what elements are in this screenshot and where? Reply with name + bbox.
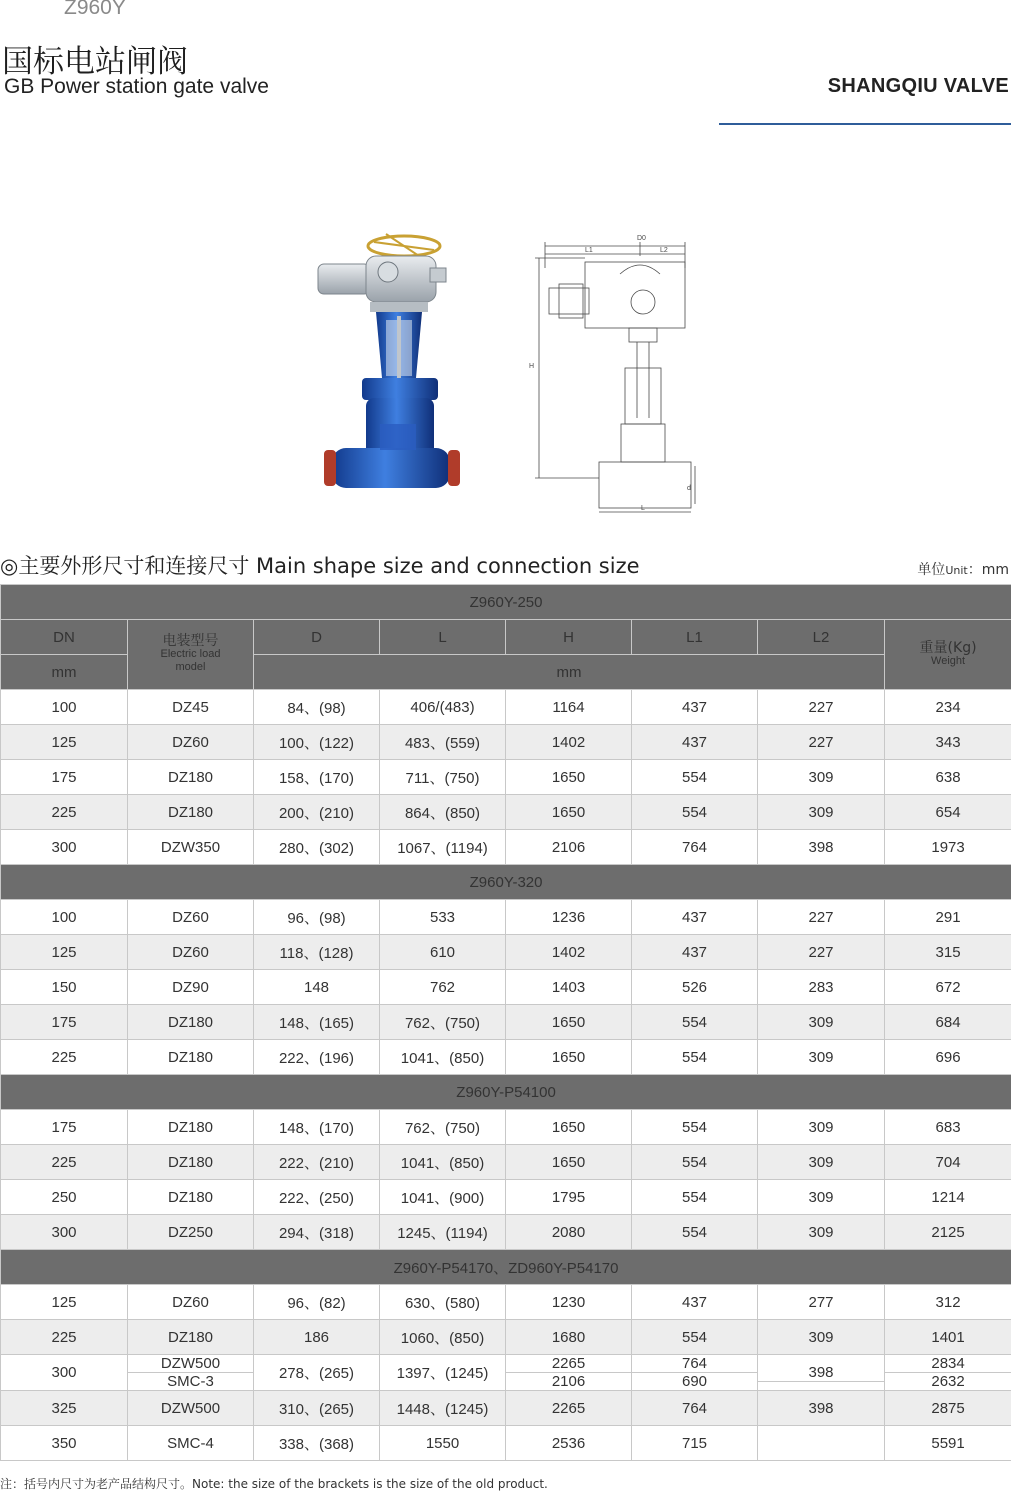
table-row	[1, 795, 1011, 830]
cell-model: DZ180	[128, 1040, 254, 1075]
cell-l1: 437	[632, 935, 758, 970]
dim-label-d: d	[687, 485, 691, 492]
cell-weight: 2125	[885, 1215, 1011, 1250]
cell-weight: 1973	[885, 830, 1011, 865]
group-header-row	[1, 585, 1011, 620]
cell-l1: 437	[632, 725, 758, 760]
table-row	[1, 1285, 1011, 1320]
cell-dn: 225	[1, 1320, 128, 1355]
cell-d: 186	[254, 1320, 380, 1355]
cell-l: 610	[380, 935, 506, 970]
cell-d: 200、(210)	[254, 795, 380, 830]
group-title: Z960Y-P54100	[1, 1075, 1011, 1110]
cell-d: 84、(98)	[254, 690, 380, 725]
cell-l: 1041、(850)	[380, 1145, 506, 1180]
cell-l: 1067、(1194)	[380, 830, 506, 865]
table-row	[1, 1426, 1011, 1461]
cell-model: SMC-4	[128, 1426, 254, 1461]
cell-h-b: 2106	[506, 1372, 631, 1390]
cell-model: DZ180	[128, 1005, 254, 1040]
cell-model-a: DZW500	[128, 1355, 253, 1372]
cell-h: 2536	[506, 1426, 632, 1461]
cell-d: 148、(170)	[254, 1110, 380, 1145]
cell-l1: 715	[632, 1426, 758, 1461]
table-row	[1, 830, 1011, 865]
cell-l1: 437	[632, 690, 758, 725]
cell-model: DZ180	[128, 1180, 254, 1215]
cell-l: 711、(750)	[380, 760, 506, 795]
cell-l2: 309	[758, 1005, 885, 1040]
col-weight-cn: 重量(Kg)	[885, 642, 1011, 655]
cell-weight: 683	[885, 1110, 1011, 1145]
cell-weight: 672	[885, 970, 1011, 1005]
group-header-row	[1, 1250, 1011, 1285]
cell-l1: 554	[632, 1145, 758, 1180]
col-h: H	[506, 620, 632, 655]
table-row	[1, 1005, 1011, 1040]
cell-h: 2080	[506, 1215, 632, 1250]
cell-dn: 175	[1, 1005, 128, 1040]
cell-model: DZ60	[128, 900, 254, 935]
section-title: ◎主要外形尺寸和连接尺寸 Main shape size and connection size	[0, 550, 640, 580]
cell-model: DZ60	[128, 935, 254, 970]
brand-underline	[719, 123, 1011, 125]
cell-dn: 325	[1, 1391, 128, 1426]
cell-l: 533	[380, 900, 506, 935]
cell-l1-b: 690	[632, 1372, 757, 1390]
unit-cn: 单位	[917, 562, 945, 578]
cell-h: 1650	[506, 1005, 632, 1040]
cell-l: 762	[380, 970, 506, 1005]
cell-weight: 343	[885, 725, 1011, 760]
cell-l: 630、(580)	[380, 1285, 506, 1320]
cell-weight: 2875	[885, 1391, 1011, 1426]
cell-h: 1403	[506, 970, 632, 1005]
group-title: Z960Y-250	[1, 585, 1011, 620]
group-title: Z960Y-320	[1, 865, 1011, 900]
cell-dn: 350	[1, 1426, 128, 1461]
group-title: Z960Y-P54170、ZD960Y-P54170	[1, 1250, 1011, 1285]
cell-l2: 283	[758, 970, 885, 1005]
cell-l1: 526	[632, 970, 758, 1005]
unit-label	[917, 559, 1009, 579]
cell-dn: 300	[1, 1215, 128, 1250]
cell-l: 864、(850)	[380, 795, 506, 830]
cell-model: DZ60	[128, 1285, 254, 1320]
cell-h	[506, 1355, 632, 1391]
table-row	[1, 1180, 1011, 1215]
cell-l2: 309	[758, 1320, 885, 1355]
cell-model: DZ180	[128, 1110, 254, 1145]
cell-dn: 175	[1, 760, 128, 795]
cell-l1: 437	[632, 1285, 758, 1320]
cell-l1: 437	[632, 900, 758, 935]
cell-dn: 250	[1, 1180, 128, 1215]
cell-dn: 125	[1, 1285, 128, 1320]
cell-weight: 5591	[885, 1426, 1011, 1461]
cell-l2: 309	[758, 1180, 885, 1215]
cell-d: 222、(250)	[254, 1180, 380, 1215]
table-row	[1, 900, 1011, 935]
table-row	[1, 690, 1011, 725]
cell-l: 1245、(1194)	[380, 1215, 506, 1250]
cell-l: 483、(559)	[380, 725, 506, 760]
cell-l2: 309	[758, 795, 885, 830]
cell-d: 148	[254, 970, 380, 1005]
cell-l: 1060、(850)	[380, 1320, 506, 1355]
cell-l2: 309	[758, 1110, 885, 1145]
cell-weight: 234	[885, 690, 1011, 725]
cell-model	[128, 1355, 254, 1391]
cell-l1: 554	[632, 1215, 758, 1250]
table-row	[1, 1145, 1011, 1180]
cell-weight: 315	[885, 935, 1011, 970]
group-header-row	[1, 1075, 1011, 1110]
cell-d: 338、(368)	[254, 1426, 380, 1461]
cell-weight: 291	[885, 900, 1011, 935]
cell-h: 1402	[506, 935, 632, 970]
valve-photo	[310, 228, 470, 510]
unit-value: ：mm	[968, 562, 1009, 578]
cell-weight: 1401	[885, 1320, 1011, 1355]
table-row	[1, 1040, 1011, 1075]
cell-l: 1397、(1245)	[380, 1355, 506, 1391]
cell-l: 762、(750)	[380, 1110, 506, 1145]
cell-l2	[758, 1355, 885, 1391]
cell-model: DZ180	[128, 1145, 254, 1180]
cell-l1: 554	[632, 1110, 758, 1145]
col-weight-en: Weight	[885, 655, 1011, 668]
table-row	[1, 1355, 1011, 1391]
col-dn: DN	[1, 620, 128, 655]
cell-weight: 684	[885, 1005, 1011, 1040]
col-model	[128, 620, 254, 690]
cell-model: DZW500	[128, 1391, 254, 1426]
cell-weight-a: 2834	[885, 1355, 1011, 1372]
cell-d: 278、(265)	[254, 1355, 380, 1391]
footnote: 注：括号内尺寸为老产品结构尺寸。Note: the size of the brackets is the size of the old product.	[0, 1475, 548, 1492]
model-code: Z960Y	[64, 0, 126, 20]
cell-l: 1448、(1245)	[380, 1391, 506, 1426]
cell-h: 1650	[506, 1110, 632, 1145]
cell-l1: 554	[632, 1180, 758, 1215]
cell-l: 1550	[380, 1426, 506, 1461]
table-row	[1, 1320, 1011, 1355]
cell-h: 2265	[506, 1391, 632, 1426]
brand-name: SHANGQIU VALVE	[828, 75, 1009, 98]
cell-l1: 764	[632, 830, 758, 865]
page-title-cn: 国标电站闸阀	[2, 36, 188, 81]
cell-weight: 312	[885, 1285, 1011, 1320]
cell-d: 158、(170)	[254, 760, 380, 795]
cell-model-b: SMC-3	[128, 1372, 253, 1390]
cell-weight-b: 2632	[885, 1372, 1011, 1390]
cell-h: 1680	[506, 1320, 632, 1355]
cell-model: DZ180	[128, 1320, 254, 1355]
cell-l1-a: 764	[632, 1355, 757, 1372]
cell-d: 100、(122)	[254, 725, 380, 760]
page-title-en: GB Power station gate valve	[4, 75, 269, 99]
col-d: D	[254, 620, 380, 655]
table-row	[1, 970, 1011, 1005]
cell-weight: 638	[885, 760, 1011, 795]
dimension-drawing	[525, 228, 705, 516]
spec-table	[0, 584, 1011, 1461]
cell-l2: 309	[758, 1215, 885, 1250]
table-row	[1, 1391, 1011, 1426]
cell-dn: 300	[1, 1355, 128, 1391]
col-model-en1: Electric load	[128, 648, 253, 661]
col-l1: L1	[632, 620, 758, 655]
cell-h: 1650	[506, 760, 632, 795]
cell-l1: 554	[632, 1320, 758, 1355]
cell-l2-b	[758, 1381, 884, 1382]
dim-label-l: L	[641, 505, 645, 512]
cell-dn: 125	[1, 725, 128, 760]
cell-dn: 300	[1, 830, 128, 865]
col-dn-unit: mm	[1, 655, 128, 690]
cell-l: 1041、(850)	[380, 1040, 506, 1075]
cell-l: 406/(483)	[380, 690, 506, 725]
col-l: L	[380, 620, 506, 655]
cell-d: 96、(98)	[254, 900, 380, 935]
table-row	[1, 1215, 1011, 1250]
dim-label-l1: L1	[585, 247, 593, 254]
cell-weight: 704	[885, 1145, 1011, 1180]
cell-l2: 227	[758, 900, 885, 935]
cell-d: 222、(210)	[254, 1145, 380, 1180]
cell-h: 1650	[506, 1145, 632, 1180]
cell-dn: 225	[1, 1145, 128, 1180]
cell-l2: 309	[758, 760, 885, 795]
cell-model: DZ250	[128, 1215, 254, 1250]
cell-h: 1402	[506, 725, 632, 760]
cell-model: DZ45	[128, 690, 254, 725]
cell-l1: 554	[632, 760, 758, 795]
cell-l1	[632, 1355, 758, 1391]
cell-h: 1650	[506, 1040, 632, 1075]
col-model-cn: 电装型号	[128, 635, 253, 648]
cell-l2: 277	[758, 1285, 885, 1320]
cell-l2: 227	[758, 935, 885, 970]
cell-l: 1041、(900)	[380, 1180, 506, 1215]
col-weight	[885, 620, 1011, 690]
cell-dn: 100	[1, 690, 128, 725]
cell-h: 1236	[506, 900, 632, 935]
cell-dn: 150	[1, 970, 128, 1005]
cell-h: 1650	[506, 795, 632, 830]
cell-weight: 696	[885, 1040, 1011, 1075]
column-header-row	[1, 620, 1011, 655]
cell-model: DZW350	[128, 830, 254, 865]
cell-l1: 554	[632, 1005, 758, 1040]
cell-l2	[758, 1426, 885, 1461]
table-row	[1, 760, 1011, 795]
cell-h: 1164	[506, 690, 632, 725]
cell-h: 2106	[506, 830, 632, 865]
cell-d: 294、(318)	[254, 1215, 380, 1250]
cell-model: DZ60	[128, 725, 254, 760]
cell-h-a: 2265	[506, 1355, 631, 1372]
dim-label-h: H	[529, 363, 534, 370]
cell-weight: 1214	[885, 1180, 1011, 1215]
cell-l1: 764	[632, 1391, 758, 1426]
cell-h: 1230	[506, 1285, 632, 1320]
cell-model: DZ180	[128, 760, 254, 795]
table-row	[1, 1110, 1011, 1145]
col-dim-unit: mm	[254, 655, 885, 690]
col-l2: L2	[758, 620, 885, 655]
cell-weight: 654	[885, 795, 1011, 830]
cell-model: DZ180	[128, 795, 254, 830]
cell-d: 280、(302)	[254, 830, 380, 865]
table-row	[1, 935, 1011, 970]
cell-l: 762、(750)	[380, 1005, 506, 1040]
dim-label-d0: D0	[637, 235, 646, 242]
cell-dn: 125	[1, 935, 128, 970]
cell-dn: 225	[1, 1040, 128, 1075]
unit-en: Unit	[945, 564, 967, 577]
cell-d: 96、(82)	[254, 1285, 380, 1320]
cell-dn: 100	[1, 900, 128, 935]
cell-l2: 398	[758, 1391, 885, 1426]
cell-d: 148、(165)	[254, 1005, 380, 1040]
cell-h: 1795	[506, 1180, 632, 1215]
cell-d: 310、(265)	[254, 1391, 380, 1426]
table-row	[1, 725, 1011, 760]
cell-l2: 309	[758, 1145, 885, 1180]
cell-d: 222、(196)	[254, 1040, 380, 1075]
cell-dn: 225	[1, 795, 128, 830]
cell-weight	[885, 1355, 1011, 1391]
cell-l2: 227	[758, 725, 885, 760]
cell-l2-a: 398	[758, 1364, 884, 1381]
dim-label-l2: L2	[660, 247, 668, 254]
cell-l1: 554	[632, 795, 758, 830]
col-model-en2: model	[128, 661, 253, 674]
cell-model: DZ90	[128, 970, 254, 1005]
cell-l1: 554	[632, 1040, 758, 1075]
cell-l2: 398	[758, 830, 885, 865]
cell-l2: 309	[758, 1040, 885, 1075]
cell-dn: 175	[1, 1110, 128, 1145]
group-header-row	[1, 865, 1011, 900]
cell-d: 118、(128)	[254, 935, 380, 970]
cell-l2: 227	[758, 690, 885, 725]
